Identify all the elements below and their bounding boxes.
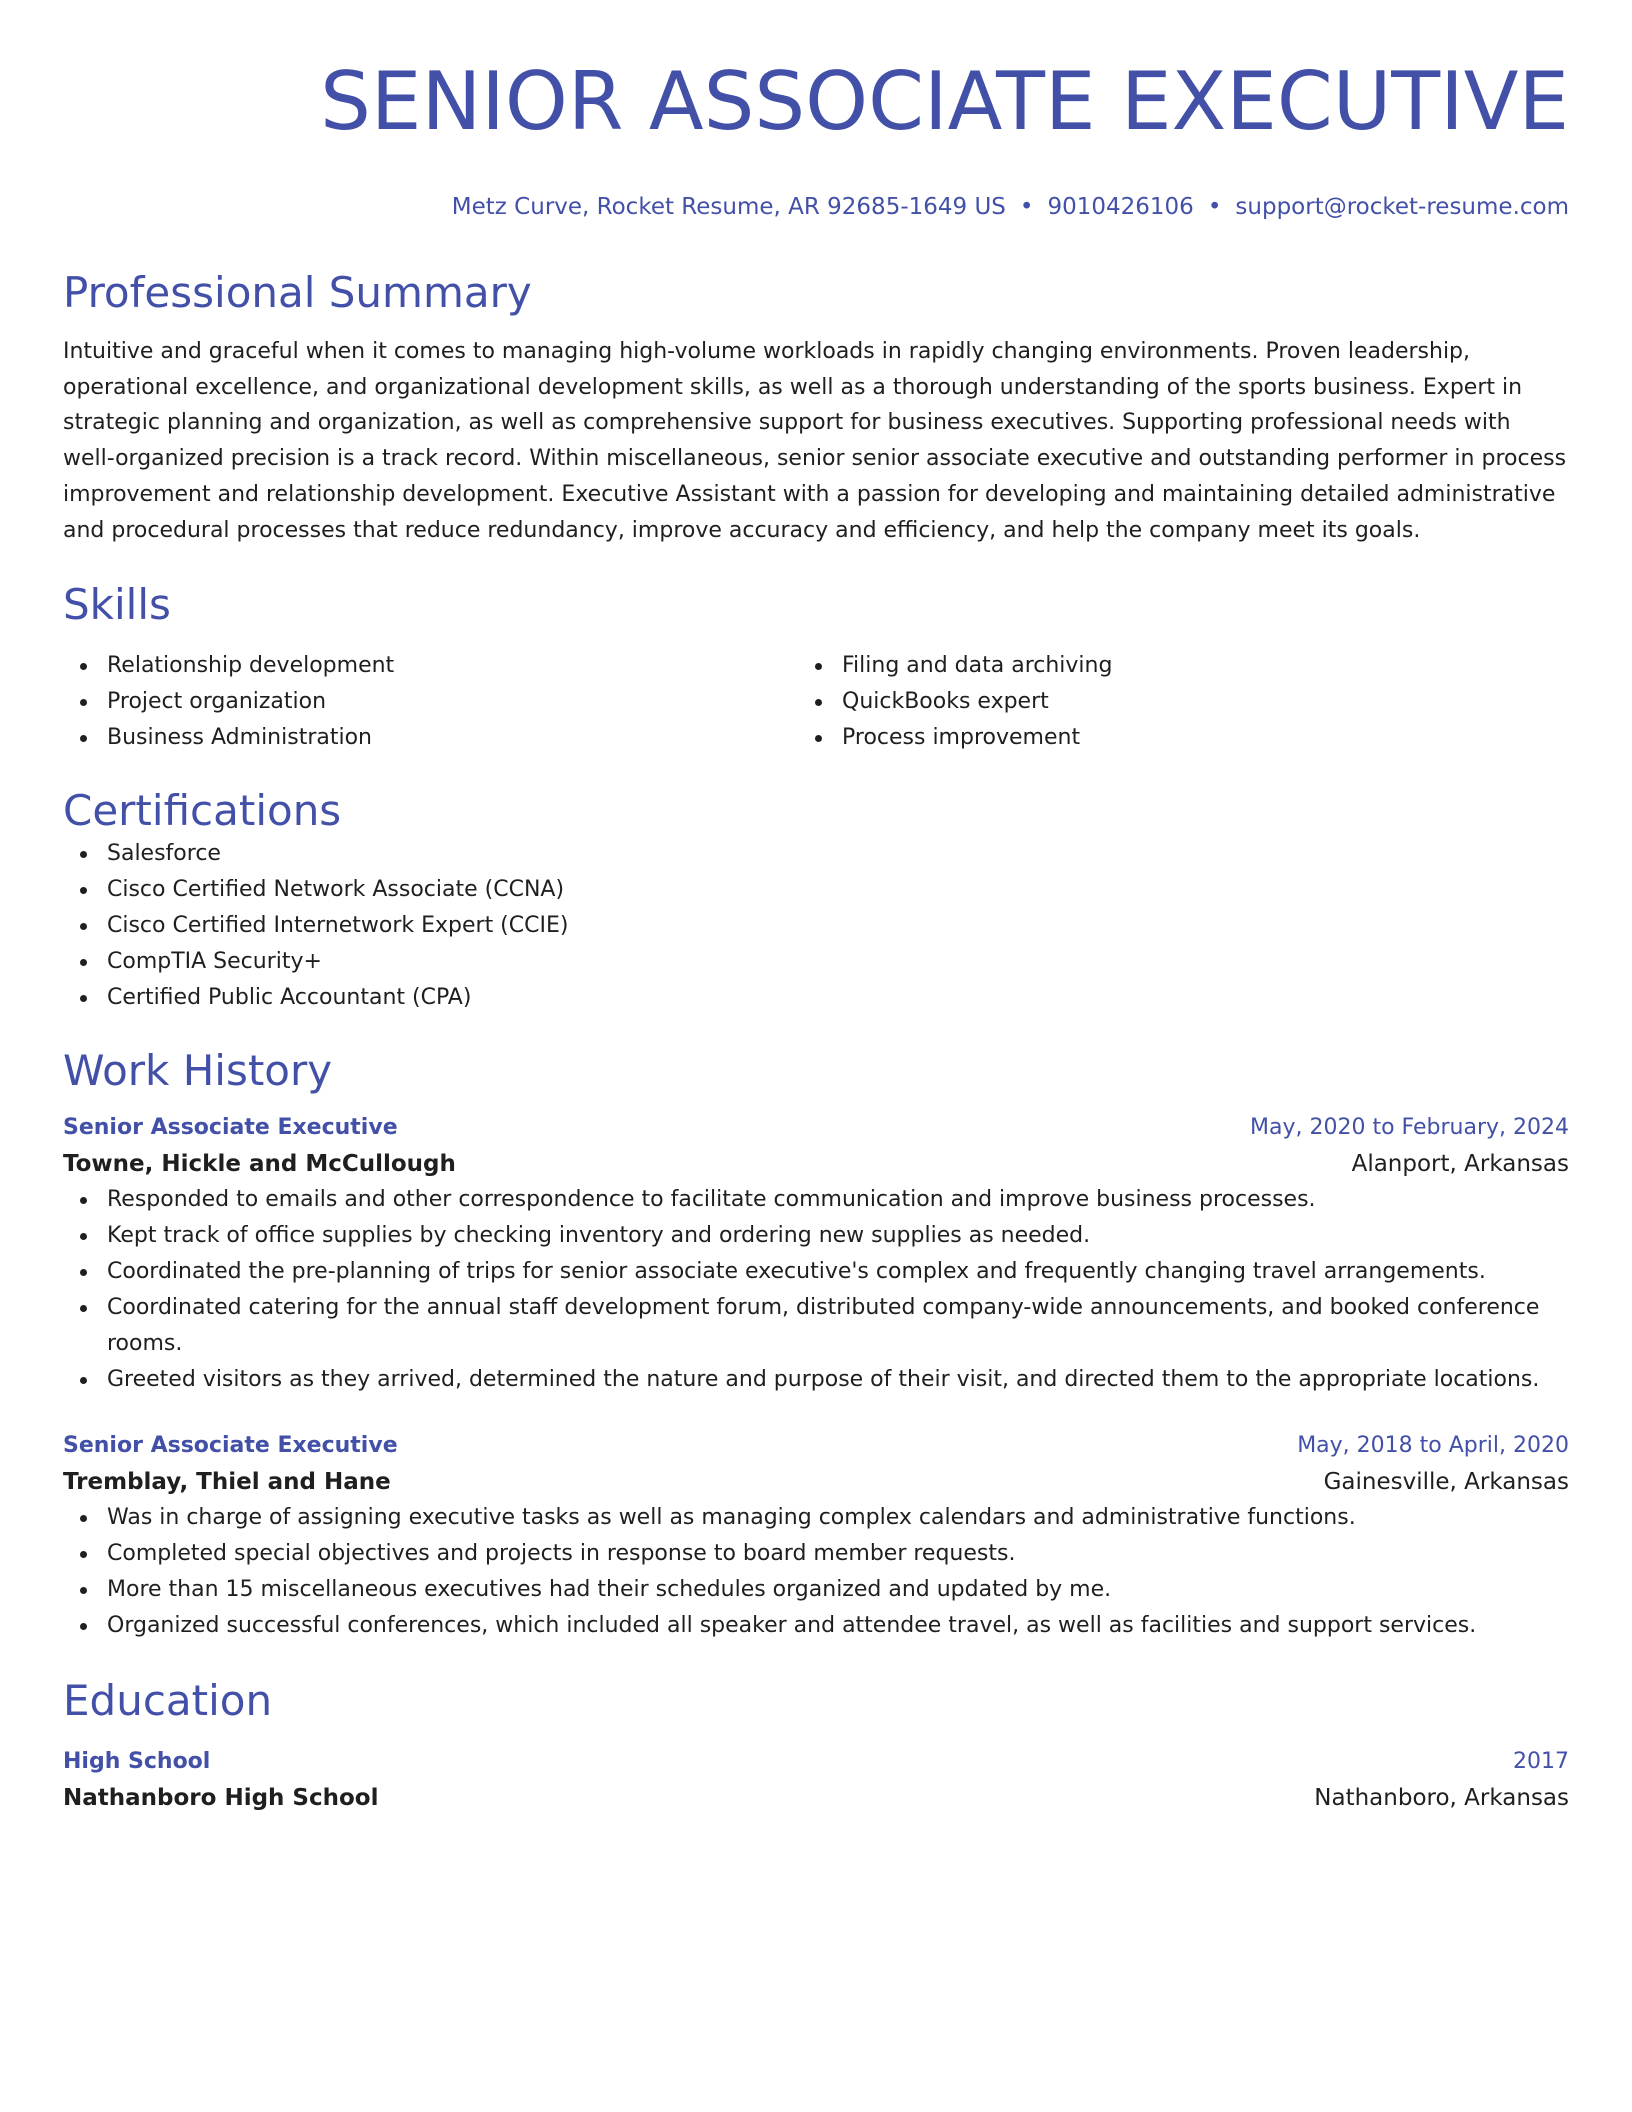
job-location: Gainesville, Arkansas: [1323, 1469, 1569, 1496]
certification-item: Certified Public Accountant (CPA): [63, 980, 1569, 1016]
duty-item: Completed special objectives and projects in response to board member requests.: [63, 1536, 1569, 1572]
company-name: Tremblay, Thiel and Hane: [63, 1469, 391, 1496]
contact-line: [63, 192, 1569, 222]
certification-item: Salesforce: [63, 836, 1569, 872]
degree: High School: [63, 1749, 211, 1775]
certification-item: Cisco Certified Internetwork Expert (CCIE): [63, 908, 1569, 944]
contact-address: Metz Curve, Rocket Resume, AR 92685-1649 US: [451, 194, 1006, 220]
job-employer: [63, 1464, 1569, 1500]
certification-item: Cisco Certified Network Associate (CCNA): [63, 872, 1569, 908]
education-heading: Education: [63, 1676, 273, 1726]
duty-item: Was in charge of assigning executive tasks as well as managing complex calendars and administrative functions.: [63, 1500, 1569, 1536]
job-entry: [63, 1428, 1569, 1644]
education-school: [63, 1780, 1569, 1816]
job-header: [63, 1110, 1569, 1146]
contact-phone: 9010426106: [1047, 194, 1194, 220]
job-dates: May, 2020 to February, 2024: [1250, 1115, 1569, 1141]
skill-item: Project organization: [63, 684, 798, 720]
skill-item: Process improvement: [798, 720, 1533, 756]
job-duties: [63, 1182, 1569, 1398]
job-duties: [63, 1500, 1569, 1644]
certification-item: CompTIA Security+: [63, 944, 1569, 980]
skill-item: Filing and data archiving: [798, 648, 1533, 684]
skills-column-right: [798, 648, 1533, 756]
job-location: Alanport, Arkansas: [1351, 1151, 1569, 1178]
skill-item: Business Administration: [63, 720, 798, 756]
summary-text: Intuitive and graceful when it comes to managing high-volume workloads in rapidly changing environments. Proven leadership, operational excellence, and organizational development skills, as well as a thorough understanding of the sports business. Expert in strategic planning and organization, as well as comprehensive support for business executives. Supporting professional needs with well-organized precision is a track record. Within miscellaneous, senior senior associate executive and outstanding performer in process improvement and relationship development. Executive Assistant with a passion for developing and maintaining detailed administrative and procedural processes that reduce redundancy, improve accuracy and efficiency, and help the company meet its goals.: [63, 339, 1567, 543]
contact-email[interactable]: support@rocket-resume.com: [1235, 194, 1569, 220]
work-history-heading: Work History: [63, 1046, 333, 1096]
resume-name: SENIOR ASSOCIATE EXECUTIVE: [320, 55, 1569, 148]
skill-item: Relationship development: [63, 648, 798, 684]
job-header: [63, 1428, 1569, 1464]
school-name: Nathanboro High School: [63, 1785, 379, 1812]
skills-list: [63, 648, 1569, 756]
duty-item: Organized successful conferences, which included all speaker and attendee travel, as well as facilities and support services.: [63, 1608, 1569, 1644]
skills-column-left: [63, 648, 798, 756]
job-dates: May, 2018 to April, 2020: [1297, 1433, 1569, 1459]
school-location: Nathanboro, Arkansas: [1314, 1785, 1569, 1812]
duty-item: Greeted visitors as they arrived, determined the nature and purpose of their visit, and directed them to the appropriate locations.: [63, 1362, 1569, 1398]
job-title: Senior Associate Executive: [63, 1115, 398, 1141]
company-name: Towne, Hickle and McCullough: [63, 1151, 456, 1178]
summary-heading: Professional Summary: [63, 268, 532, 317]
certifications-list: [63, 836, 1569, 1016]
certifications-heading: Certifications: [63, 786, 342, 836]
job-title: Senior Associate Executive: [63, 1433, 398, 1459]
education-header: [63, 1744, 1569, 1780]
graduation-year: 2017: [1513, 1749, 1569, 1775]
contact-separator: •: [1207, 194, 1222, 220]
job-employer: [63, 1146, 1569, 1182]
duty-item: More than 15 miscellaneous executives had their schedules organized and updated by me.: [63, 1572, 1569, 1608]
skill-item: QuickBooks expert: [798, 684, 1533, 720]
skills-heading: Skills: [63, 580, 171, 630]
duty-item: Responded to emails and other correspondence to facilitate communication and improve business processes.: [63, 1182, 1569, 1218]
duty-item: Coordinated catering for the annual staff development forum, distributed company-wide announcements, and booked conference rooms.: [63, 1290, 1569, 1362]
duty-item: Coordinated the pre-planning of trips for senior associate executive's complex and frequently changing travel arrangements.: [63, 1254, 1569, 1290]
education-entry: [63, 1744, 1569, 1816]
job-entry: [63, 1110, 1569, 1398]
contact-separator: •: [1019, 194, 1034, 220]
duty-item: Kept track of office supplies by checking inventory and ordering new supplies as needed.: [63, 1218, 1569, 1254]
